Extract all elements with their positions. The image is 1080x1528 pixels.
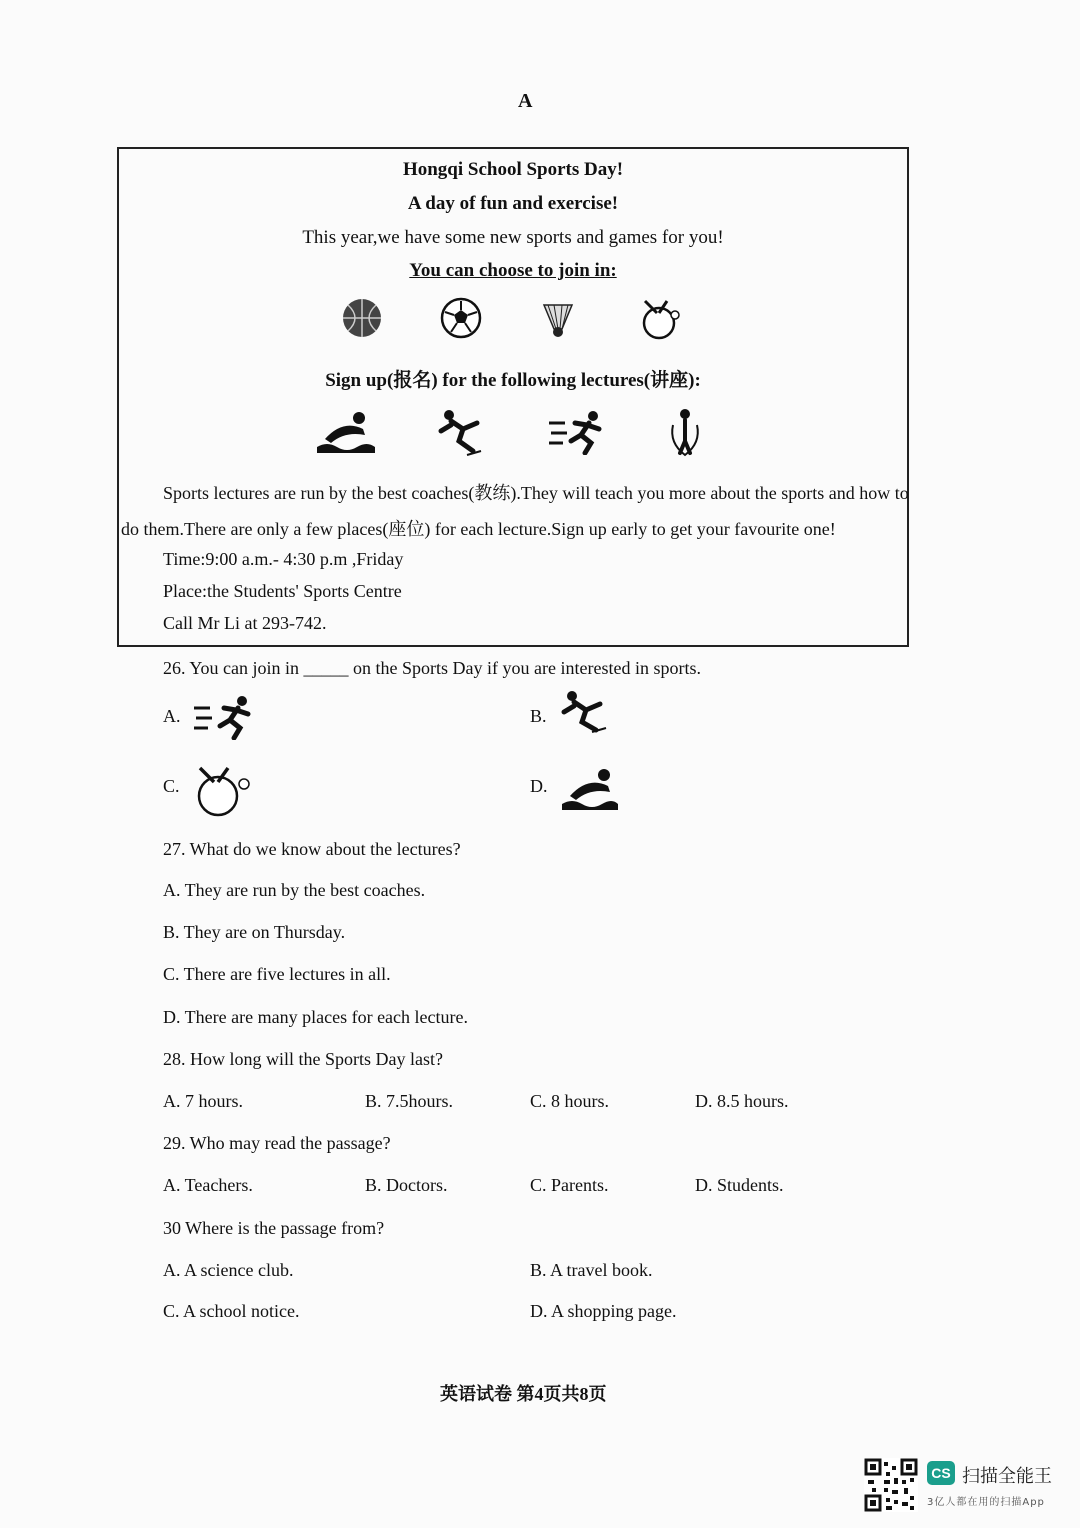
notice-intro: This year,we have some new sports and games for you! — [302, 227, 724, 248]
table-tennis-icon — [637, 297, 683, 341]
q29-option-c: C. Parents. — [530, 1175, 609, 1195]
q26-option-b-label: B. — [530, 706, 547, 726]
notice-call: Call Mr Li at 293-742. — [163, 613, 327, 633]
notice-choose: You can choose to join in: — [409, 260, 617, 281]
skating-icon — [437, 407, 485, 457]
running-icon — [547, 409, 607, 455]
q26-option-a-running-icon — [192, 694, 256, 740]
q30-option-d: D. A shopping page. — [530, 1301, 677, 1321]
notice-paragraph-line1: Sports lectures are run by the best coaches(教练).They will teach you more about the sports and how to — [163, 483, 909, 503]
question-28: 28. How long will the Sports Day last? — [163, 1049, 443, 1069]
q28-option-a: A. 7 hours. — [163, 1091, 243, 1111]
basketball-icon — [341, 297, 383, 339]
camscanner-name: 扫描全能王 — [962, 1466, 1052, 1487]
q30-option-c: C. A school notice. — [163, 1301, 300, 1321]
q26-option-b-skating-icon — [560, 688, 610, 734]
notice-subtitle: A day of fun and exercise! — [407, 193, 619, 214]
notice-title: Hongqi School Sports Day! — [402, 159, 624, 180]
q26-option-c-table-tennis-icon — [188, 762, 254, 818]
q28-option-c: C. 8 hours. — [530, 1091, 610, 1111]
q29-option-b: B. Doctors. — [365, 1175, 448, 1195]
question-26: 26. You can join in _____ on the Sports Day if you are interested in sports. — [163, 658, 701, 678]
swimming-icon — [315, 409, 377, 455]
page-footer: 英语试卷 第4页共8页 — [440, 1384, 607, 1404]
q27-option-b: B. They are on Thursday. — [163, 922, 346, 942]
q27-option-d: D. There are many places for each lecture. — [163, 1007, 468, 1027]
q29-option-a: A. Teachers. — [163, 1175, 253, 1195]
football-icon — [440, 297, 482, 339]
q26-option-d-label: D. — [530, 776, 548, 796]
badminton-icon — [540, 299, 576, 339]
question-27: 27. What do we know about the lectures? — [163, 839, 461, 859]
q29-option-d: D. Students. — [695, 1175, 784, 1195]
q28-option-b: B. 7.5hours. — [365, 1091, 454, 1111]
camscanner-logo: CS — [927, 1461, 955, 1485]
q26-option-a-label: A. — [163, 706, 181, 726]
q27-option-c: C. There are five lectures in all. — [163, 964, 391, 984]
notice-place: Place:the Students' Sports Centre — [163, 581, 402, 601]
sports-day-notice — [117, 147, 909, 647]
rope-skipping-icon — [667, 407, 703, 457]
qr-code-icon — [864, 1458, 918, 1512]
q27-option-a: A. They are run by the best coaches. — [163, 880, 426, 900]
section-letter: A — [518, 90, 533, 112]
notice-signup: Sign up(报名) for the following lectures(讲座): — [325, 370, 701, 391]
q30-option-b: B. A travel book. — [530, 1260, 653, 1280]
notice-time: Time:9:00 a.m.- 4:30 p.m ,Friday — [163, 549, 404, 569]
q26-option-c-label: C. — [163, 776, 180, 796]
question-29: 29. Who may read the passage? — [163, 1133, 391, 1153]
question-30: 30 Where is the passage from? — [163, 1218, 385, 1238]
q26-option-d-swimming-icon — [560, 766, 620, 812]
notice-paragraph-line2: do them.There are only a few places(座位) for each lecture.Sign up early to get your favourite one! — [121, 519, 836, 539]
q28-option-d: D. 8.5 hours. — [695, 1091, 789, 1111]
camscanner-tagline: 3亿人都在用的扫描App — [927, 1497, 1045, 1508]
q30-option-a: A. A science club. — [163, 1260, 294, 1280]
